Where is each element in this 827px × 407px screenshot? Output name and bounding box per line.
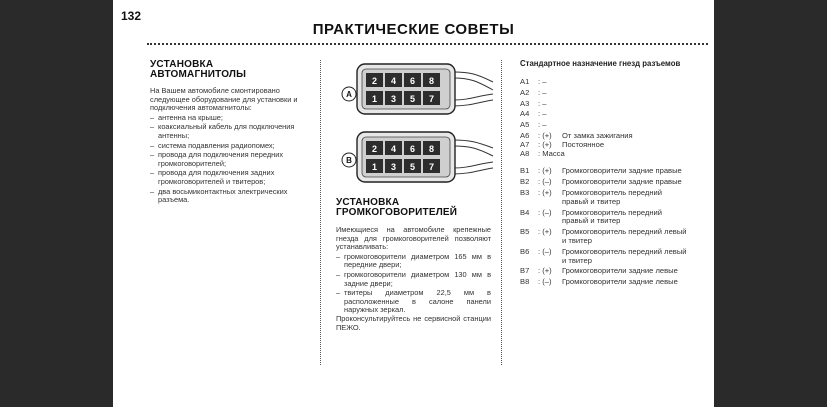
pinout-row-b7 bbox=[520, 267, 690, 276]
pin-sign: : (+) bbox=[538, 187, 552, 197]
pinout-row-b1 bbox=[520, 167, 690, 176]
pinout-row-a5 bbox=[520, 121, 690, 130]
pin-desc: Громкоговорители задние левые bbox=[562, 277, 678, 287]
connector-letter: A bbox=[346, 90, 352, 99]
pin-label: 4 bbox=[390, 144, 397, 154]
pin-sign: : – bbox=[538, 87, 547, 97]
pinout-row-b2 bbox=[520, 178, 690, 187]
pin-desc: Громкоговоритель передний правый и твитер bbox=[562, 187, 663, 206]
pin-code: B2 bbox=[520, 177, 530, 187]
manual-page bbox=[113, 0, 714, 407]
pin-sign: : (–) bbox=[538, 246, 552, 256]
pin-code: A3 bbox=[520, 98, 530, 108]
pin-desc: Громкоговорители задние левые bbox=[562, 266, 678, 276]
connector-diagram bbox=[335, 60, 495, 186]
pin-label: 1 bbox=[371, 94, 378, 104]
speakers-heading bbox=[336, 198, 491, 218]
pinout-row-a8 bbox=[520, 150, 690, 159]
pin-code: A4 bbox=[520, 109, 530, 119]
pin-code: A1 bbox=[520, 77, 530, 86]
speakers-heading-line2: ГРОМКОГОВОРИТЕЛЕЙ bbox=[336, 207, 458, 218]
pin-code: B3 bbox=[520, 187, 530, 197]
pinout-section bbox=[520, 60, 690, 287]
pin-desc: От замка зажигания bbox=[562, 130, 633, 140]
pin-label: 7 bbox=[428, 94, 435, 104]
pinout-row-b8 bbox=[520, 278, 690, 287]
pin-sign: : Масса bbox=[538, 148, 565, 158]
pin-code: B4 bbox=[520, 207, 530, 217]
pin-label: 6 bbox=[409, 144, 416, 154]
pin-sign: : (+) bbox=[538, 166, 552, 176]
pinout-row-a4 bbox=[520, 110, 690, 119]
pin-label: 5 bbox=[409, 162, 416, 172]
pinout-row-a2 bbox=[520, 89, 690, 98]
pin-label: 4 bbox=[390, 76, 397, 86]
radio-intro: На Вашем автомобиле смонтировано следующее оборудование для установки и подключения автомагнитолы: bbox=[150, 86, 298, 113]
list-item: – антенна на крыше; bbox=[150, 114, 308, 123]
page-number: 132 bbox=[121, 9, 142, 23]
pin-code: A8 bbox=[520, 148, 530, 158]
list-item: – громкоговорители диаметром 130 мм в задние двери; bbox=[336, 271, 491, 288]
connector-a bbox=[342, 64, 493, 114]
pin-label: 5 bbox=[409, 94, 416, 104]
radio-heading-line1: УСТАНОВКА bbox=[150, 59, 214, 70]
pin-label: 2 bbox=[371, 144, 378, 154]
pin-desc: Громкоговоритель передний левый и твитер bbox=[562, 227, 687, 245]
pinout-heading: Стандартное назначение гнезд разъемов bbox=[520, 59, 681, 68]
connector-figure bbox=[335, 60, 495, 186]
speakers-heading-line1: УСТАНОВКА bbox=[336, 197, 400, 208]
pin-label: 8 bbox=[428, 76, 435, 86]
pin-sign: : (+) bbox=[538, 266, 552, 276]
speakers-note: Проконсультируйтесь не сервисной станции ПЕЖО. bbox=[336, 313, 491, 332]
connector-letter: B bbox=[346, 156, 352, 165]
column-divider bbox=[320, 60, 321, 365]
title-divider bbox=[147, 43, 708, 45]
pinout-row-a1 bbox=[520, 78, 690, 87]
radio-heading bbox=[150, 60, 308, 80]
pin-sign: : (–) bbox=[538, 177, 552, 187]
pinout-row-b3 bbox=[520, 189, 690, 207]
pin-sign: : – bbox=[538, 120, 547, 130]
pin-code: B7 bbox=[520, 266, 530, 276]
list-item: – провода для подключения передних громкоговорителей; bbox=[150, 151, 308, 168]
pin-label: 3 bbox=[390, 94, 397, 104]
list-item: – твитеры диаметром 22,5 мм в расположенные в салоне панели наружных зеркал. bbox=[336, 289, 491, 315]
pin-label: 8 bbox=[428, 144, 435, 154]
pin-sign: : (+) bbox=[538, 227, 552, 237]
radio-equipment-list bbox=[150, 114, 308, 205]
page-title: ПРАКТИЧЕСКИЕ СОВЕТЫ bbox=[312, 21, 515, 38]
speakers-intro: Имеющиеся на автомобиле крепежные гнезда для громкоговорителей позволяют устанавливать: bbox=[336, 225, 491, 252]
pin-sign: : – bbox=[538, 109, 547, 119]
pin-code: A2 bbox=[520, 87, 530, 97]
speakers-section bbox=[336, 198, 491, 332]
radio-section bbox=[150, 60, 308, 205]
pin-code: B6 bbox=[520, 246, 530, 256]
column-divider bbox=[501, 60, 502, 365]
pin-label: 1 bbox=[371, 162, 378, 172]
pinout-row-b5 bbox=[520, 228, 690, 246]
pin-sign: : – bbox=[538, 98, 547, 108]
list-item: – система подавления радиопомех; bbox=[150, 142, 308, 151]
pin-label: 6 bbox=[409, 76, 416, 86]
pin-desc: Постоянное bbox=[562, 139, 605, 149]
connector-b bbox=[342, 132, 493, 182]
pin-code: B5 bbox=[520, 227, 530, 237]
pin-sign: : (+) bbox=[538, 130, 552, 140]
pin-code: A5 bbox=[520, 120, 530, 130]
pin-code: A6 bbox=[520, 130, 530, 140]
pin-label: 7 bbox=[428, 162, 435, 172]
pin-desc: Громкоговорители задние правые bbox=[562, 177, 682, 187]
pin-sign: : – bbox=[538, 77, 547, 86]
pinout-row-b4 bbox=[520, 209, 690, 227]
list-item: – провода для подключения задних громкоговорителей и твитеров; bbox=[150, 169, 308, 186]
radio-heading-line2: АВТОМАГНИТОЛЫ bbox=[150, 69, 247, 80]
pin-sign: : (–) bbox=[538, 277, 552, 287]
speakers-list bbox=[336, 253, 491, 315]
pin-code: B1 bbox=[520, 166, 530, 176]
pin-sign: : (–) bbox=[538, 207, 552, 217]
pinout-row-b6 bbox=[520, 248, 690, 266]
list-item: – коаксиальный кабель для подключения антенны; bbox=[150, 123, 308, 140]
pin-label: 2 bbox=[371, 76, 378, 86]
pinout-row-a3 bbox=[520, 100, 690, 109]
list-item: – два восьмиконтактных электрических разъема. bbox=[150, 188, 308, 205]
pin-code: B8 bbox=[520, 277, 530, 287]
pin-desc: Громкоговоритель передний левый и твитер bbox=[562, 246, 687, 265]
pin-desc: Громкоговоритель передний правый и твитер bbox=[562, 207, 663, 226]
pin-desc: Громкоговорители задние правые bbox=[562, 166, 682, 176]
pin-sign: : (+) bbox=[538, 139, 552, 149]
pin-label: 3 bbox=[390, 162, 397, 172]
pin-code: A7 bbox=[520, 139, 530, 149]
list-item: – громкоговорители диаметром 165 мм в передние двери; bbox=[336, 253, 491, 270]
